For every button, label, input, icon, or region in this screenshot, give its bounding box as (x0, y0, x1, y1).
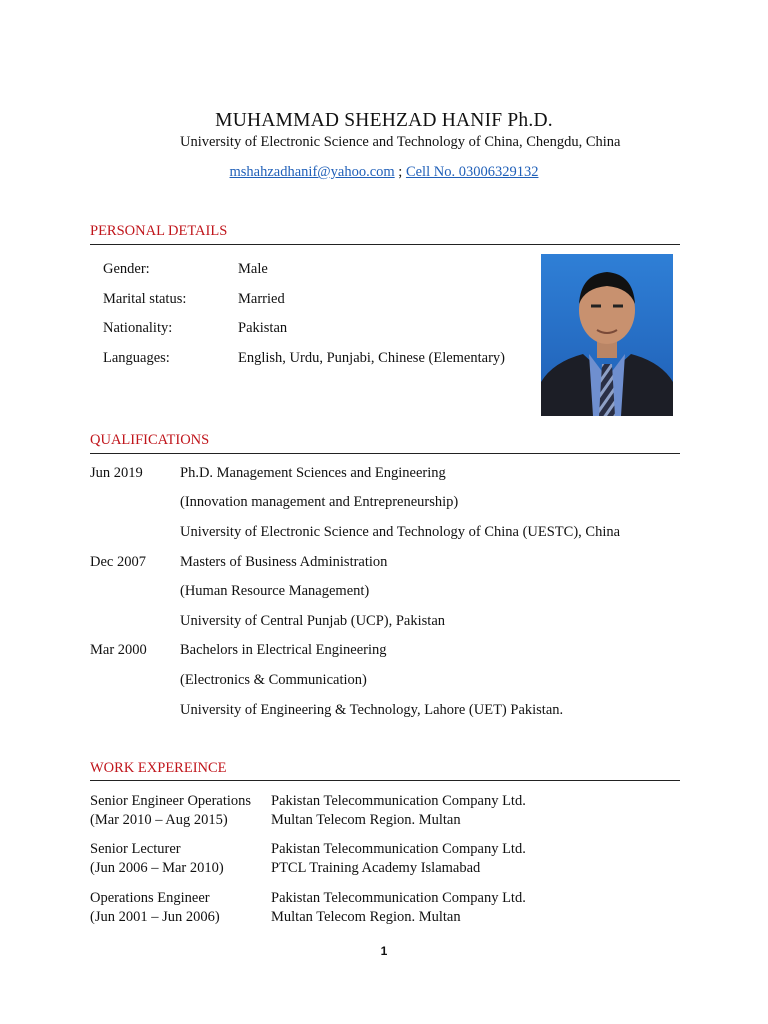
marital-status-label: Marital status: (103, 291, 187, 307)
affiliation: University of Electronic Science and Technology of China, Chengdu, China (180, 134, 621, 150)
email-link[interactable]: mshahzadhanif@yahoo.com (229, 164, 395, 180)
job-period: (Mar 2010 – Aug 2015) (90, 812, 228, 828)
job-location: Multan Telecom Region. Multan (271, 812, 461, 828)
qualification-institution: University of Electronic Science and Technology of China (UESTC), China (180, 524, 621, 540)
gender-value: Male (238, 261, 268, 277)
qualifications-heading: QUALIFICATIONS (90, 432, 210, 448)
profile-photo (541, 254, 673, 416)
job-organization: Pakistan Telecommunication Company Ltd. (271, 890, 526, 906)
section-divider (90, 453, 680, 454)
qualification-institution: University of Engineering & Technology, Lahore (UET) Pakistan. (180, 702, 564, 718)
languages-value: English, Urdu, Punjabi, Chinese (Elementary) (238, 350, 505, 366)
qualification-specialization: (Innovation management and Entrepreneurship) (180, 494, 459, 510)
job-role: Senior Lecturer (90, 841, 181, 857)
job-role: Operations Engineer (90, 890, 210, 906)
work-experience-heading: WORK EXPEREINCE (90, 760, 227, 776)
qualification-institution: University of Central Punjab (UCP), Pakistan (180, 613, 446, 629)
job-role: Senior Engineer Operations (90, 793, 252, 809)
contact-separator: ; (398, 164, 403, 180)
contact-line (0, 164, 768, 181)
qualification-degree: Ph.D. Management Sciences and Engineering (180, 465, 446, 481)
job-period: (Jun 2006 – Mar 2010) (90, 860, 224, 876)
job-period: (Jun 2001 – Jun 2006) (90, 909, 220, 925)
job-organization: Pakistan Telecommunication Company Ltd. (271, 793, 526, 809)
nationality-value: Pakistan (238, 320, 288, 336)
languages-label: Languages: (103, 350, 170, 366)
cell-link[interactable]: Cell No. 03006329132 (405, 164, 539, 180)
qualification-date: Jun 2019 (90, 465, 143, 481)
qualification-degree: Bachelors in Electrical Engineering (180, 642, 387, 658)
nationality-label: Nationality: (103, 320, 173, 336)
qualification-date: Dec 2007 (90, 554, 146, 570)
job-location: PTCL Training Academy Islamabad (271, 860, 481, 876)
marital-status-value: Married (238, 291, 285, 307)
qualification-degree: Masters of Business Administration (180, 554, 388, 570)
personal-details-heading: PERSONAL DETAILS (90, 223, 228, 239)
gender-label: Gender: (103, 261, 150, 277)
page-number: 1 (380, 944, 388, 958)
section-divider (90, 244, 680, 245)
qualification-specialization: (Human Resource Management) (180, 583, 370, 599)
qualification-date: Mar 2000 (90, 642, 147, 658)
cv-name: MUHAMMAD SHEHZAD HANIF Ph.D. (215, 110, 553, 131)
qualification-specialization: (Electronics & Communication) (180, 672, 367, 688)
section-divider (90, 780, 680, 781)
job-organization: Pakistan Telecommunication Company Ltd. (271, 841, 526, 857)
job-location: Multan Telecom Region. Multan (271, 909, 461, 925)
